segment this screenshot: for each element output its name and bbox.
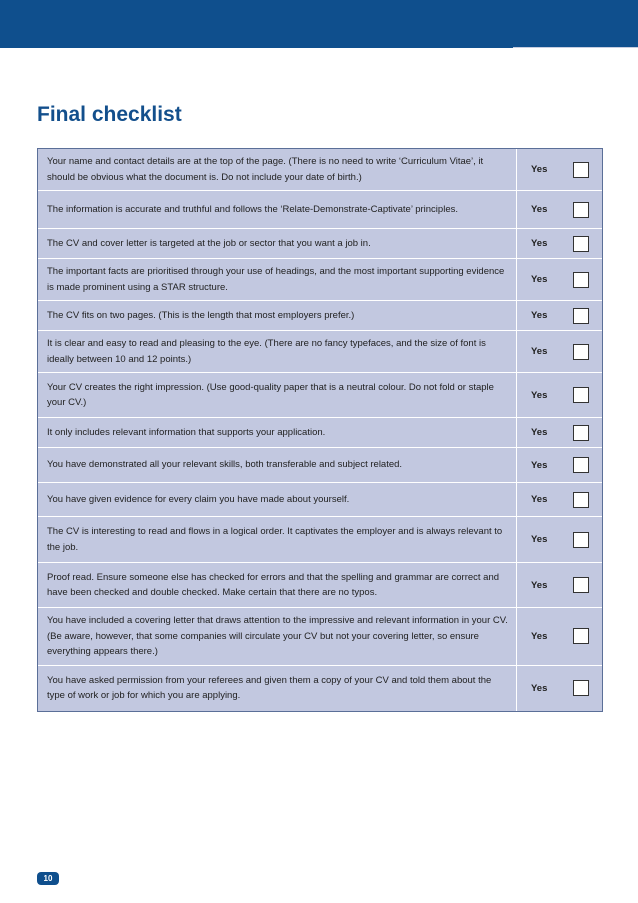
checklist-row [38, 516, 602, 562]
yes-label: Yes [531, 427, 548, 438]
checklist-item-text: The CV fits on two pages. (This is the length that most employers prefer.) [47, 309, 355, 321]
checklist-answer [516, 229, 602, 258]
yes-label: Yes [531, 310, 548, 321]
checklist-row [38, 665, 602, 711]
yes-checkbox[interactable] [573, 425, 589, 441]
checklist-answer [516, 331, 602, 372]
checklist-row [38, 447, 602, 482]
checklist-item-text: You have demonstrated all your relevant skills, both transferable and subject related. [47, 459, 403, 471]
checklist-item-text: You have given evidence for every claim you have made about yourself. [47, 493, 350, 505]
checklist-row [38, 258, 602, 300]
yes-checkbox[interactable] [573, 162, 589, 178]
checklist-answer [516, 608, 602, 665]
yes-checkbox[interactable] [573, 577, 589, 593]
yes-checkbox[interactable] [573, 532, 589, 548]
final-checklist [37, 148, 603, 712]
checklist-row [38, 482, 602, 516]
yes-checkbox[interactable] [573, 202, 589, 218]
yes-checkbox[interactable] [573, 457, 589, 473]
checklist-item-text: It is clear and easy to read and pleasing to the eye. (There are no fancy typefaces, and the size of font is ideally between 10 and 12 points.) [47, 338, 486, 365]
checklist-item-text: You have included a covering letter that draws attention to the impressive and relevant information in your CV. (Be aware, however, that some companies will circulate your CV but not your covering letter, so ensure everything appears there.) [47, 615, 508, 657]
yes-checkbox[interactable] [573, 387, 589, 403]
checklist-row [38, 228, 602, 258]
yes-checkbox[interactable] [573, 680, 589, 696]
checklist-answer [516, 301, 602, 330]
checklist-row [38, 330, 602, 372]
yes-label: Yes [531, 164, 548, 175]
checklist-item-text: The information is accurate and truthful and follows the ‘Relate-Demonstrate-Captivate’ principles. [47, 203, 458, 215]
yes-label: Yes [531, 204, 548, 215]
checklist-row [38, 562, 602, 607]
header-divider [513, 47, 638, 48]
yes-label: Yes [531, 238, 548, 249]
checklist-answer [516, 259, 602, 300]
yes-checkbox[interactable] [573, 492, 589, 508]
page-number: 10 [37, 872, 59, 885]
yes-label: Yes [531, 274, 548, 285]
checklist-item-text: Proof read. Ensure someone else has checked for errors and that the spelling and grammar are correct and have been checked and double checked. Make certain that there are no typos. [47, 571, 500, 598]
checklist-item-text: Your CV creates the right impression. (Use good-quality paper that is a neutral colour. Do not fold or staple your CV.) [47, 381, 494, 408]
yes-checkbox[interactable] [573, 272, 589, 288]
yes-label: Yes [531, 630, 548, 642]
yes-label: Yes [531, 494, 548, 505]
checklist-answer [516, 448, 602, 482]
yes-label: Yes [531, 389, 548, 401]
checklist-row [38, 607, 602, 665]
checklist-answer [516, 191, 602, 228]
yes-label: Yes [531, 579, 548, 591]
checklist-answer [516, 517, 602, 562]
checklist-answer [516, 373, 602, 417]
checklist-item-text: It only includes relevant information that supports your application. [47, 426, 326, 438]
header-band [0, 0, 638, 48]
checklist-row [38, 300, 602, 330]
yes-label: Yes [531, 459, 548, 471]
yes-label: Yes [531, 534, 548, 545]
checklist-answer [516, 666, 602, 711]
checklist-item-text: Your name and contact details are at the top of the page. (There is no need to write ‘Curriculum Vitae’, it should be obvious what the document is. Do not include your date of birth.) [47, 156, 484, 183]
page-title: Final checklist [37, 103, 182, 126]
checklist-item-text: The CV and cover letter is targeted at the job or sector that you want a job in. [47, 237, 371, 249]
checklist-row [38, 372, 602, 417]
checklist-answer [516, 418, 602, 447]
checklist-answer [516, 149, 602, 190]
yes-checkbox[interactable] [573, 308, 589, 324]
checklist-row [38, 149, 602, 190]
yes-checkbox[interactable] [573, 628, 589, 644]
checklist-item-text: The important facts are prioritised through your use of headings, and the most important supporting evidence is made prominent using a STAR structure. [47, 266, 505, 293]
checklist-answer [516, 563, 602, 607]
yes-label: Yes [531, 346, 548, 357]
checklist-item-text: You have asked permission from your referees and given them a copy of your CV and told them about the type of work or job for which you are applying. [47, 674, 492, 701]
yes-checkbox[interactable] [573, 236, 589, 252]
checklist-row [38, 417, 602, 447]
checklist-answer [516, 483, 602, 516]
yes-label: Yes [531, 682, 548, 694]
checklist-item-text: The CV is interesting to read and flows in a logical order. It captivates the employer and is always relevant to the job. [47, 526, 503, 553]
checklist-row [38, 190, 602, 228]
yes-checkbox[interactable] [573, 344, 589, 360]
